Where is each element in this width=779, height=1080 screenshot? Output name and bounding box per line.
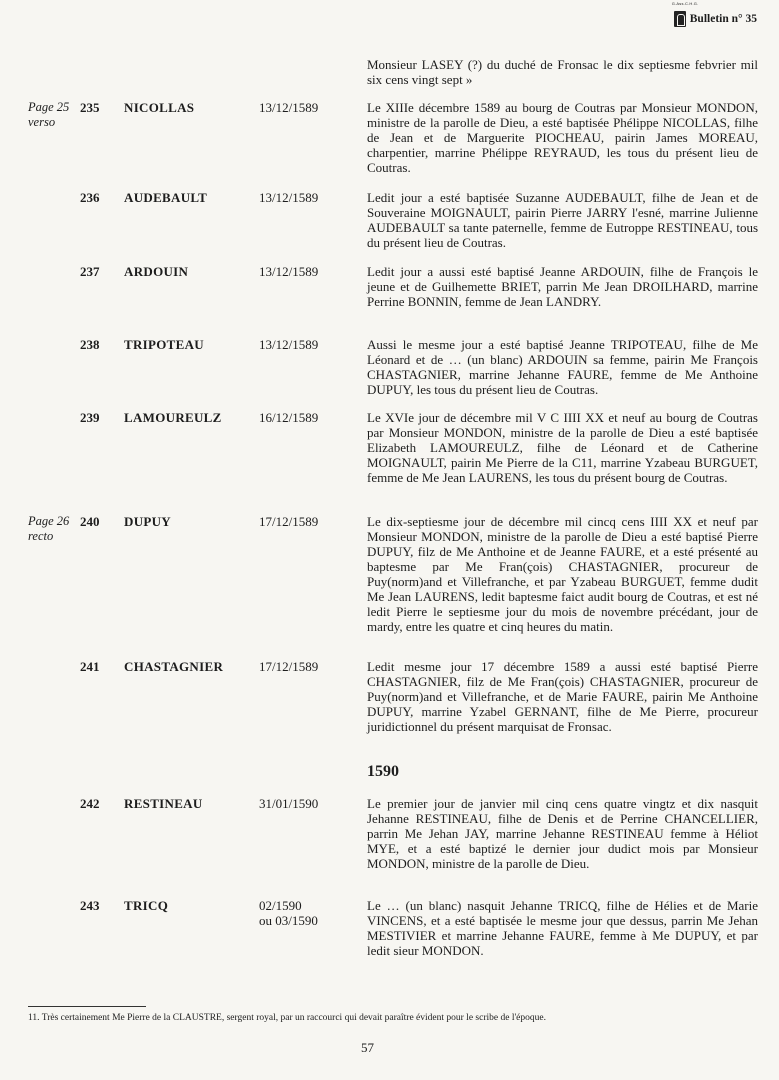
entry-number: 242 [80,796,100,811]
footnote-divider [28,1006,146,1007]
section-year-heading: 1590 [367,763,399,780]
entry-date: 13/12/1589 [259,100,319,115]
entry-number: 238 [80,337,100,352]
entry-text: Le dix-septiesme jour de décembre mil cincq cens IIII XX et neuf par Monsieur MONDON, ministre de la parolle de Dieu a esté baptisé Pierre DUPUY, filz de Me Anthoine et de Jeanne FAURE, et a esté présenté au baptesme par Me Fran(çois) CHASTAGNIER, procureur de Puy(norm)and et Villefranche, et par Yzabeau BURGUET, femme dudit Me Jean LAURENS, ledit baptesme faict audit bourg de Coutras, et est né ledit Pierre le septiesme jour du mois de novembre précédant, jour de mardy, entre les quatre et cinq heures du matin. [367,514,758,634]
entry-text: Le XIIIe décembre 1589 au bourg de Coutras par Monsieur MONDON, ministre de la parolle de Dieu, a esté baptisée Phélippe NICOLLAS, filhe de Jean et de Marguerite PIOCHEAU, pairin James MOREAU, charpentier, marrine Phélippe REYRAUD, les tous du présent lieu de Coutras. [367,100,758,175]
entry-surname: NICOLLAS [124,100,195,115]
entry-surname: ARDOUIN [124,264,189,279]
logo-caption: G.Ass.C.H.G. [671,1,699,6]
entry-number: 235 [80,100,100,115]
margin-page-ref: Page 26 recto [28,514,70,543]
entry-surname: TRICQ [124,898,169,913]
entry-text: Ledit jour a aussi esté baptisé Jeanne ARDOUIN, filhe de François le jeune et de Guilhemette BRIET, parrin Me Jean DROILHARD, marrine Perrine BONNIN, femme de Jean LANDRY. [367,264,758,309]
entry-date: 13/12/1589 [259,264,319,279]
entry-date: 02/1590 ou 03/1590 [259,898,318,928]
footnote: 11. Très certainement Me Pierre de la CLAUSTRE, sergent royal, par un raccourci qui devait paraître évident pour le scribe de l'époque. [28,1013,546,1023]
entry-surname: CHASTAGNIER [124,659,224,674]
entry-text: Le premier jour de janvier mil cinq cens quatre vingtz et dix nasquit Jehanne RESTINEAU, filhe de Denis et de Perrine CHANCELLIER, parrin Me Jehan JAY, marrine Jehanne RESTINEAU femme à Héliot MYE, et a esté baptizé le dernier jour dudict mois par Monsieur MONDON, ministre de la parolle de Dieu. [367,796,758,871]
society-logo-icon [674,11,686,27]
entry-date: 13/12/1589 [259,190,319,205]
entry-date: 31/01/1590 [259,796,319,811]
entry-surname: LAMOUREULZ [124,410,222,425]
entry-surname: DUPUY [124,514,171,529]
entry-date: 16/12/1589 [259,410,319,425]
entry-surname: AUDEBAULT [124,190,208,205]
entry-surname: TRIPOTEAU [124,337,204,352]
entry-text: Monsieur LASEY (?) du duché de Fronsac le dix septiesme febvrier mil six cens vingt sept » [367,57,758,87]
entry-surname: RESTINEAU [124,796,203,811]
entry-date: 17/12/1589 [259,514,319,529]
page-number: 57 [361,1040,374,1055]
entry-text: Le … (un blanc) nasquit Jehanne TRICQ, filhe de Hélies et de Marie VINCENS, et a esté baptisée le mesme jour que dessus, parrin Me Jehan MESTIVIER et marrine Jehanne FAURE, femme à Me DUPUY, et par ledit sieur MONDON. [367,898,758,958]
entry-text: Ledit mesme jour 17 décembre 1589 a aussi esté baptisé Pierre CHASTAGNIER, filz de Me Fran(çois) CHASTAGNIER, procureur de Puy(norm)and et Villefranche, et de Marie FAURE, pairin Me Anthoine DUPUY, marrine Yzabel GERNANT, filhe de Me Pierre, procureur juridictionnel du présent marquisat de Fronsac. [367,659,758,734]
entry-number: 243 [80,898,100,913]
entry-number: 237 [80,264,100,279]
entry-text: Aussi le mesme jour a esté baptisé Jeanne TRIPOTEAU, filhe de Me Léonard et de … (un blanc) ARDOUIN sa femme, pairin Me François CHASTAGNIER, marrine Jehanne FAURE, femme de Me Anthoine DUPUY, les tous du présent lieu de Coutras. [367,337,758,397]
entry-number: 240 [80,514,100,529]
margin-page-ref: Page 25 verso [28,100,70,129]
entry-text: Ledit jour a esté baptisée Suzanne AUDEBAULT, filhe de Jean et de Souveraine MOIGNAULT, pairin Pierre JARRY l'esné, marrine Julienne AUDEBAULT sa tante paternelle, femme de Eutroppe RESTINEAU, tous du présent lieu de Coutras. [367,190,758,250]
entry-number: 241 [80,659,100,674]
entry-date: 17/12/1589 [259,659,319,674]
entry-date: 13/12/1589 [259,337,319,352]
entry-number: 236 [80,190,100,205]
bulletin-number: Bulletin n° 35 [689,13,757,25]
entry-number: 239 [80,410,100,425]
entry-text: Le XVIe jour de décembre mil V C IIII XX et neuf au bourg de Coutras par Monsieur MONDON, ministre de la parolle de Dieu a esté baptisée Elizabeth LAMOUREULZ, filhe de Léonard et de Catherine MOIGNAULT, pairin Me Pierre de la C11, marrine Yzabeau BURGUET, femme de Me Jean LAURENS, les tous du présent bourg de Coutras. [367,410,758,485]
page-header [671,1,757,29]
